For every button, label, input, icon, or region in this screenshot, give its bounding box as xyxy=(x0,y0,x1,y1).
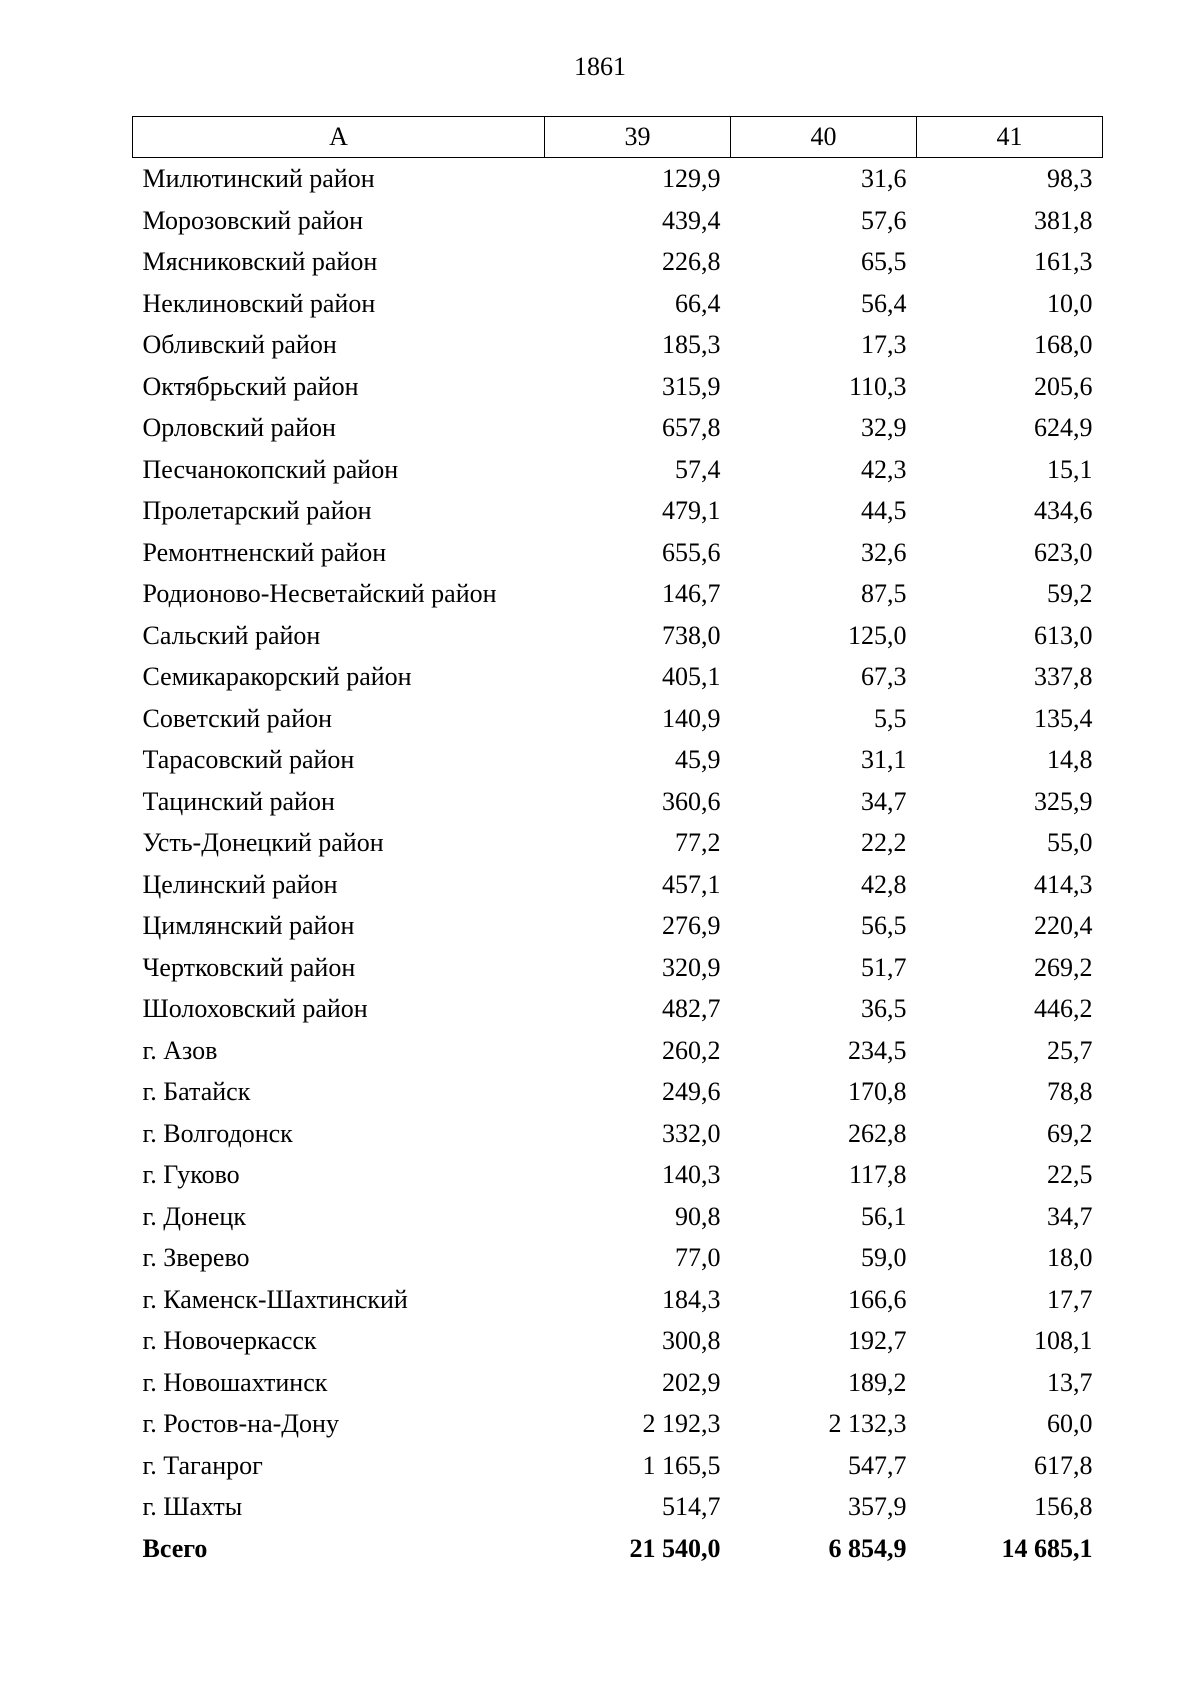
value-41-cell: 15,1 xyxy=(1047,454,1093,484)
table-row xyxy=(133,573,1103,615)
value-41-cell: 78,8 xyxy=(1047,1077,1093,1106)
district-name-cell: Неклиновский район xyxy=(142,288,376,318)
district-name-cell: Морозовский район xyxy=(142,205,364,235)
value-39-cell: 479,1 xyxy=(662,496,721,525)
district-name-cell: г. Каменск-Шахтинский xyxy=(142,1284,408,1314)
district-name-cell: Советский район xyxy=(142,703,333,733)
table-row xyxy=(133,864,1103,906)
table-row xyxy=(133,656,1103,698)
value-40-cell: 170,8 xyxy=(848,1077,907,1106)
value-41-cell: 98,3 xyxy=(1047,164,1093,193)
district-name-cell: г. Волгодонск xyxy=(142,1118,293,1148)
value-39-cell: 146,7 xyxy=(662,579,721,608)
value-39-cell: 185,3 xyxy=(662,330,721,359)
value-41-cell: 156,8 xyxy=(1034,1492,1093,1521)
value-40-cell: 5,5 xyxy=(874,703,907,733)
value-40-cell: 36,5 xyxy=(861,994,907,1023)
value-40-cell: 67,3 xyxy=(861,662,907,691)
district-name-cell: г. Зверево xyxy=(142,1243,250,1272)
district-name-cell: Октябрьский район xyxy=(142,371,359,401)
value-40-cell: 32,9 xyxy=(861,413,907,442)
table-body xyxy=(133,158,1103,1570)
total-row xyxy=(133,1528,1103,1570)
table-row xyxy=(133,1320,1103,1362)
table-row xyxy=(133,1403,1103,1445)
table-row xyxy=(133,158,1103,200)
district-name-cell: г. Таганрог xyxy=(142,1450,263,1480)
value-39-cell: 2 192,3 xyxy=(642,1409,721,1438)
header-cell-41: 41 xyxy=(917,117,1103,158)
value-39-cell: 77,2 xyxy=(675,828,721,857)
table-row xyxy=(133,449,1103,491)
value-39-cell: 57,4 xyxy=(675,454,721,484)
district-name-cell: Тарасовский район xyxy=(142,745,355,774)
total-value-39-cell: 21 540,0 xyxy=(629,1533,721,1563)
value-41-cell: 414,3 xyxy=(1034,869,1093,899)
value-40-cell: 51,7 xyxy=(861,952,907,982)
value-41-cell: 220,4 xyxy=(1034,911,1093,940)
district-name-cell: Семикаракорский район xyxy=(142,662,412,691)
district-name-cell: Целинский район xyxy=(142,869,338,899)
value-39-cell: 260,2 xyxy=(662,1035,721,1065)
value-40-cell: 32,6 xyxy=(861,537,907,567)
table-row xyxy=(133,988,1103,1030)
value-39-cell: 332,0 xyxy=(662,1118,721,1148)
district-name-cell: г. Новочеркасск xyxy=(142,1326,317,1355)
value-39-cell: 738,0 xyxy=(662,620,721,650)
value-41-cell: 624,9 xyxy=(1034,413,1093,442)
value-41-cell: 135,4 xyxy=(1034,703,1093,733)
value-41-cell: 13,7 xyxy=(1047,1367,1093,1397)
page-number: 1861 xyxy=(574,52,626,81)
value-39-cell: 249,6 xyxy=(662,1077,721,1106)
value-40-cell: 2 132,3 xyxy=(828,1409,907,1438)
table-row xyxy=(133,1196,1103,1238)
district-name-cell: Усть-Донецкий район xyxy=(142,828,384,857)
value-40-cell: 31,1 xyxy=(861,745,907,774)
value-39-cell: 439,4 xyxy=(662,205,721,235)
district-name-cell: Тацинский район xyxy=(142,786,335,816)
value-39-cell: 129,9 xyxy=(662,164,721,193)
value-41-cell: 434,6 xyxy=(1034,496,1093,525)
value-39-cell: 1 165,5 xyxy=(642,1450,721,1480)
table-row xyxy=(133,1279,1103,1321)
value-41-cell: 108,1 xyxy=(1034,1326,1093,1355)
district-name-cell: Пролетарский район xyxy=(142,496,372,525)
value-41-cell: 381,8 xyxy=(1034,205,1093,235)
district-name-cell: Орловский район xyxy=(142,413,336,442)
value-39-cell: 140,3 xyxy=(662,1160,721,1189)
value-39-cell: 514,7 xyxy=(662,1492,721,1521)
table-row xyxy=(133,739,1103,781)
value-41-cell: 325,9 xyxy=(1034,786,1093,816)
district-name-cell: г. Донецк xyxy=(142,1201,246,1231)
value-40-cell: 42,3 xyxy=(861,454,907,484)
value-41-cell: 69,2 xyxy=(1047,1118,1093,1148)
district-name-cell: Сальский район xyxy=(142,620,321,650)
value-39-cell: 360,6 xyxy=(662,786,721,816)
value-40-cell: 547,7 xyxy=(848,1450,907,1480)
total-label: Всего xyxy=(142,1533,208,1563)
total-value-41-cell: 14 685,1 xyxy=(1001,1533,1093,1563)
table-row xyxy=(133,1113,1103,1155)
value-40-cell: 357,9 xyxy=(848,1492,907,1521)
table-row xyxy=(133,366,1103,408)
table-row xyxy=(133,532,1103,574)
value-40-cell: 17,3 xyxy=(861,330,907,359)
value-40-cell: 166,6 xyxy=(848,1284,907,1314)
district-name-cell: Мясниковский район xyxy=(142,247,378,276)
value-41-cell: 18,0 xyxy=(1047,1243,1093,1272)
table-row xyxy=(133,490,1103,532)
table-row xyxy=(133,1071,1103,1113)
total-value-40-cell: 6 854,9 xyxy=(828,1533,907,1563)
value-40-cell: 22,2 xyxy=(861,828,907,857)
value-39-cell: 655,6 xyxy=(662,537,721,567)
table-row xyxy=(133,615,1103,657)
table-row xyxy=(133,324,1103,366)
value-40-cell: 56,1 xyxy=(861,1201,907,1231)
district-name-cell: Песчанокопский район xyxy=(142,454,399,484)
value-40-cell: 31,6 xyxy=(861,164,907,193)
value-39-cell: 45,9 xyxy=(675,745,721,774)
value-41-cell: 10,0 xyxy=(1047,288,1093,318)
district-name-cell: г. Новошахтинск xyxy=(142,1367,328,1397)
value-39-cell: 90,8 xyxy=(675,1201,721,1231)
table-row xyxy=(133,781,1103,823)
value-40-cell: 42,8 xyxy=(861,869,907,899)
table-row xyxy=(133,200,1103,242)
table-row xyxy=(133,407,1103,449)
header-cell-39: 39 xyxy=(545,117,731,158)
value-41-cell: 25,7 xyxy=(1047,1035,1093,1065)
district-name-cell: г. Азов xyxy=(142,1035,218,1065)
value-40-cell: 44,5 xyxy=(861,496,907,525)
value-39-cell: 300,8 xyxy=(662,1326,721,1355)
table-row xyxy=(133,1362,1103,1404)
table-row xyxy=(133,905,1103,947)
value-41-cell: 14,8 xyxy=(1047,745,1093,774)
table-row xyxy=(133,698,1103,740)
district-name-cell: Шолоховский район xyxy=(142,994,368,1023)
value-41-cell: 55,0 xyxy=(1047,828,1093,857)
value-39-cell: 77,0 xyxy=(675,1243,721,1272)
data-table xyxy=(132,116,1103,1569)
value-39-cell: 405,1 xyxy=(662,662,721,691)
value-41-cell: 22,5 xyxy=(1047,1160,1093,1189)
district-name-cell: Родионово-Несветайский район xyxy=(142,579,497,608)
header-row xyxy=(133,117,1103,158)
header-cell-a: А xyxy=(133,117,545,158)
value-40-cell: 56,5 xyxy=(861,911,907,940)
value-41-cell: 617,8 xyxy=(1034,1450,1093,1480)
value-41-cell: 161,3 xyxy=(1034,247,1093,276)
district-name-cell: Чертковский район xyxy=(142,952,356,982)
value-39-cell: 482,7 xyxy=(662,994,721,1023)
district-name-cell: г. Гуково xyxy=(142,1160,240,1189)
district-name-cell: Цимлянский район xyxy=(142,911,355,940)
table-row xyxy=(133,822,1103,864)
value-41-cell: 168,0 xyxy=(1034,330,1093,359)
value-41-cell: 59,2 xyxy=(1047,579,1093,608)
value-41-cell: 205,6 xyxy=(1034,371,1093,401)
table-row xyxy=(133,1030,1103,1072)
value-41-cell: 17,7 xyxy=(1047,1284,1093,1314)
value-40-cell: 192,7 xyxy=(848,1326,907,1355)
header-cell-40: 40 xyxy=(731,117,917,158)
value-41-cell: 34,7 xyxy=(1047,1201,1093,1231)
table-row xyxy=(133,283,1103,325)
value-40-cell: 87,5 xyxy=(861,579,907,608)
value-39-cell: 276,9 xyxy=(662,911,721,940)
value-40-cell: 65,5 xyxy=(861,247,907,276)
value-40-cell: 110,3 xyxy=(848,371,907,401)
value-40-cell: 117,8 xyxy=(848,1160,907,1189)
value-41-cell: 623,0 xyxy=(1034,537,1093,567)
value-41-cell: 446,2 xyxy=(1034,994,1093,1023)
district-name-cell: Милютинский район xyxy=(142,164,375,193)
district-name-cell: г. Ростов-на-Дону xyxy=(142,1409,339,1438)
value-39-cell: 226,8 xyxy=(662,247,721,276)
table-row xyxy=(133,1486,1103,1528)
value-40-cell: 59,0 xyxy=(861,1243,907,1272)
value-40-cell: 57,6 xyxy=(861,205,907,235)
value-39-cell: 66,4 xyxy=(675,288,721,318)
table-row xyxy=(133,1445,1103,1487)
value-41-cell: 269,2 xyxy=(1034,952,1093,982)
value-40-cell: 56,4 xyxy=(861,288,907,318)
table-row xyxy=(133,1154,1103,1196)
district-name-cell: г. Шахты xyxy=(142,1492,243,1521)
value-39-cell: 184,3 xyxy=(662,1284,721,1314)
table-row xyxy=(133,947,1103,989)
value-40-cell: 189,2 xyxy=(848,1367,907,1397)
table-row xyxy=(133,1237,1103,1279)
value-39-cell: 202,9 xyxy=(662,1367,721,1397)
value-40-cell: 234,5 xyxy=(848,1035,907,1065)
table-header xyxy=(133,117,1103,158)
value-39-cell: 457,1 xyxy=(662,869,721,899)
value-41-cell: 337,8 xyxy=(1034,662,1093,691)
value-40-cell: 125,0 xyxy=(848,620,907,650)
value-41-cell: 60,0 xyxy=(1047,1409,1093,1438)
table-row xyxy=(133,241,1103,283)
value-40-cell: 34,7 xyxy=(861,786,907,816)
value-41-cell: 613,0 xyxy=(1034,620,1093,650)
district-name-cell: Обливский район xyxy=(142,330,337,359)
district-name-cell: г. Батайск xyxy=(142,1077,251,1106)
value-39-cell: 140,9 xyxy=(662,703,721,733)
value-39-cell: 315,9 xyxy=(662,371,721,401)
value-39-cell: 320,9 xyxy=(662,952,721,982)
district-name-cell: Ремонтненский район xyxy=(142,537,387,567)
value-40-cell: 262,8 xyxy=(848,1118,907,1148)
value-39-cell: 657,8 xyxy=(662,413,721,442)
